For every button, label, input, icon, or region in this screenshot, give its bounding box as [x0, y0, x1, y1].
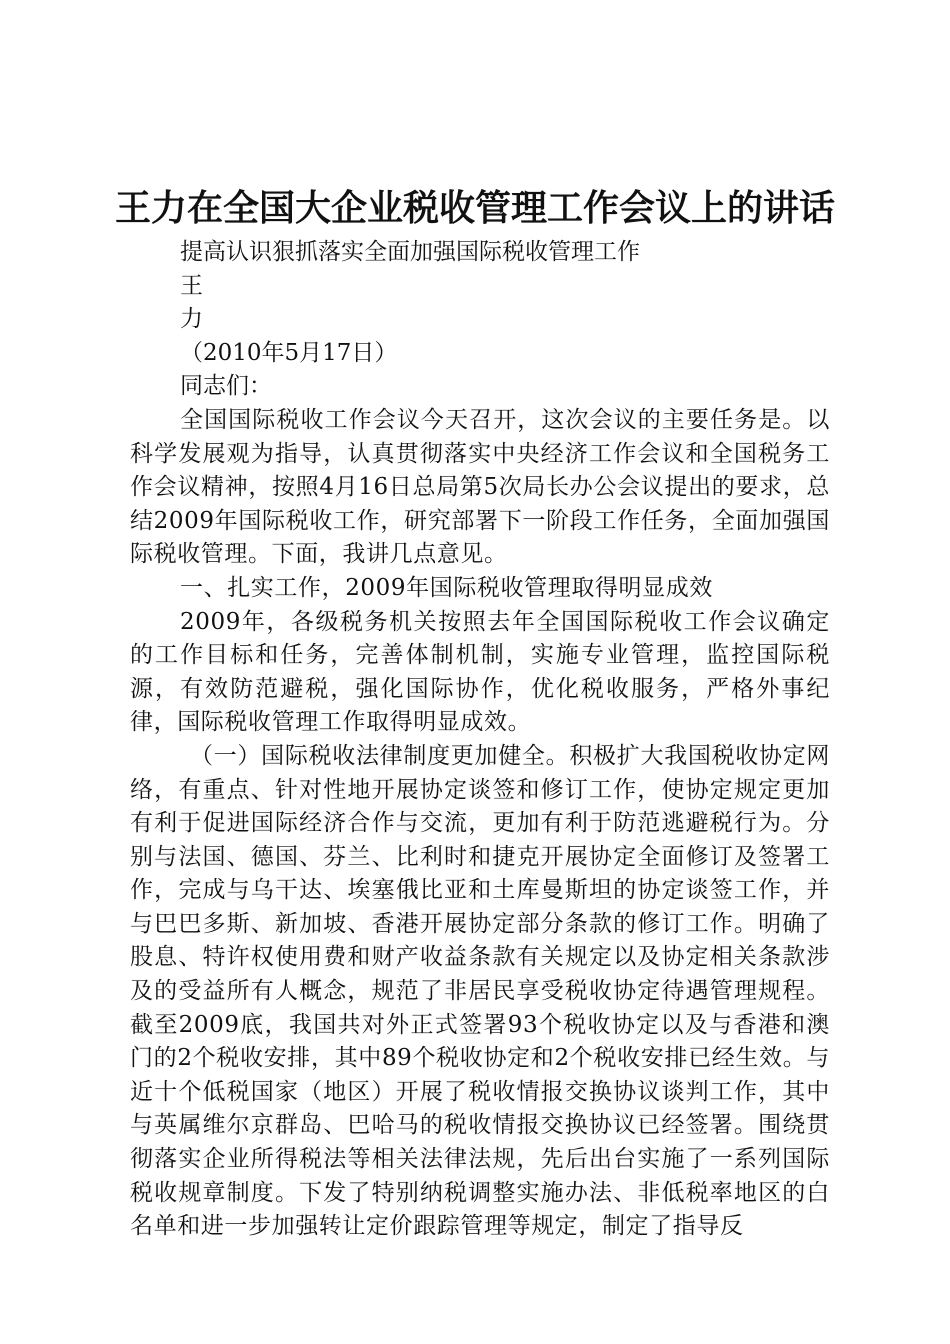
document-subtitle: 提高认识狠抓落实全面加强国际税收管理工作 — [180, 239, 640, 265]
salutation: 同志们： — [180, 373, 272, 400]
section-heading-1: 一、扎实工作，2009年国际税收管理取得明显成效 — [180, 574, 713, 601]
document-body — [130, 236, 830, 1244]
author-line-1: 王 — [180, 272, 203, 299]
speech-date: （2010年5月17日） — [180, 339, 398, 366]
paragraph-subsection-1: （一）国际税收法律制度更加健全。积极扩大我国税收协定网络，有重点、针对性地开展协定谈签和修订工作，使协定规定更加有利于促进国际经济合作与交流，更加有利于防范逃避税行为。分别与法国、德国、芬兰、比利时和捷克开展协定全面修订及签署工作，完成与乌干达、埃塞俄比亚和土库曼斯坦的协定谈签工作，并与巴巴多斯、新加坡、香港开展协定部分条款的修订工作。明确了股息、特许权使用费和财产收益条款有关规定以及协定相关条款涉及的受益所有人概念，规范了非居民享受税收协定待遇管理规程。截至2009底，我国共对外正式签署93个税收协定以及与香港和澳门的2个税收安排，其中89个税收协定和2个税收安排已经生效。与近十个低税国家（地区）开展了税收情报交换协议谈判工作，其中与英属维尔京群岛、巴哈马的税收情报交换协议已经签署。围绕贯彻落实企业所得税法等相关法律法规，先后出台实施了一系列国际税收规章制度。下发了特别纳税调整实施办法、非低税率地区的白名单和进一步加强转让定价跟踪管理等规定，制定了指导反 — [130, 742, 830, 1240]
paragraph-summary: 2009年，各级税务机关按照去年全国国际税收工作会议确定的工作目标和任务，完善体制机制，实施专业管理，监控国际税源，有效防范避税，强化国际协作，优化税收服务，严格外事纪律，国际税收管理工作取得明显成效。 — [130, 608, 830, 736]
document-title: 王力在全国大企业税收管理工作会议上的讲话 — [114, 188, 835, 229]
author-line-2: 力 — [180, 306, 203, 333]
paragraph-intro: 全国国际税收工作会议今天召开，这次会议的主要任务是。以科学发展观为指导，认真贯彻落实中央经济工作会议和全国税务工作会议精神，按照4月16日总局第5次局长办公会议提出的要求，总结2009年国际税收工作，研究部署下一阶段工作任务，全面加强国际税收管理。下面，我讲几点意见。 — [130, 406, 830, 568]
